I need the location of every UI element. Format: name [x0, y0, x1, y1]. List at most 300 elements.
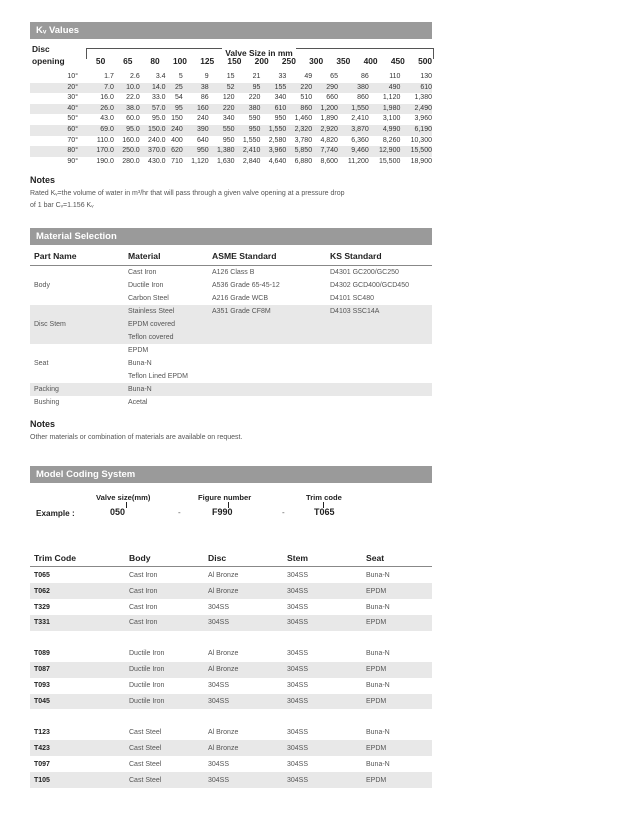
kv-value-cell: 155 [260, 83, 286, 94]
kv-value-cell: 1,890 [320, 115, 338, 123]
kv-value-cell: 3,960 [414, 115, 432, 123]
trim-cell-stem: 304SS [287, 682, 309, 690]
valve-size-header: 125 [200, 56, 215, 66]
trim-code-table [30, 549, 432, 788]
material-cell-mat: Cast Iron [128, 269, 157, 277]
valve-size-header: 150 [227, 56, 242, 66]
material-row [30, 331, 432, 344]
kv-value-cell: 340 [222, 115, 235, 123]
example-label: Example : [36, 509, 75, 519]
trim-cell-code: T045 [30, 694, 125, 710]
trim-cell-stem: 304SS [287, 728, 309, 736]
material-row [30, 318, 432, 331]
material-cell-asme [208, 396, 326, 409]
kv-value-cell: 2,410 [235, 146, 261, 157]
disc-opening-cell: 70° [67, 136, 78, 144]
material-cell-ks: D4101 SC480 [330, 295, 374, 303]
kv-value-cell: 160.0 [122, 136, 140, 144]
trim-cell-seat: EPDM [362, 694, 432, 710]
kv-value-cell: 3,780 [294, 136, 313, 144]
kv-value-cell: 9,460 [338, 146, 369, 157]
valve-size-header: 500 [418, 56, 433, 66]
kv-value-cell: 3,960 [260, 146, 286, 157]
kv-value-cell: 8,260 [382, 136, 401, 144]
kv-value-cell: 1,380 [414, 94, 432, 102]
kv-value-cell: 120 [222, 94, 235, 102]
valve-size-header: 65 [123, 56, 133, 66]
trim-row [30, 756, 432, 772]
kv-value-cell: 430.0 [148, 157, 166, 165]
material-cell-ks [326, 331, 432, 344]
kv-value-cell: 1,980 [369, 104, 401, 115]
trim-cell-code: T087 [30, 662, 125, 678]
kv-row [30, 83, 432, 94]
trim-row [30, 740, 432, 756]
kv-table-head [30, 42, 432, 72]
trim-code-label: Trim code [306, 493, 342, 503]
kv-value-cell: 380 [235, 104, 261, 115]
kv-value-cell: 3,870 [338, 125, 369, 136]
material-cell-ks [326, 357, 432, 370]
disc-opening-cell: 20° [30, 83, 88, 94]
trim-cell-seat: Buna-N [366, 682, 390, 690]
valve-size-mm-label: Valve size(mm) [96, 493, 151, 503]
trim-cell-code: T105 [30, 772, 125, 788]
trim-cell-disc: Al Bronze [204, 662, 283, 678]
disc-opening-cell: 80° [30, 146, 88, 157]
kv-value-cell: 3,100 [382, 115, 401, 123]
trim-cell-code: T423 [30, 740, 125, 756]
material-cell-asme [208, 383, 326, 396]
trim-cell-disc: 304SS [204, 772, 283, 788]
kv-value-cell: 1.7 [104, 73, 114, 80]
material-cell-mat: Ductile Iron [128, 282, 164, 290]
kv-value-cell: 190.0 [96, 157, 114, 165]
kv-value-cell: 65 [330, 73, 338, 80]
kv-row [30, 136, 432, 147]
trim-cell-stem: 304SS [283, 615, 362, 631]
trim-cell-disc: 304SS [208, 760, 230, 768]
kv-value-cell: 4,820 [320, 136, 338, 144]
trim-cell-body: Cast Iron [129, 571, 158, 579]
material-row [30, 279, 432, 292]
kv-section-header: Kᵥ Values [30, 22, 432, 39]
disc-opening-cell: 30° [67, 94, 78, 102]
kv-row [30, 104, 432, 115]
material-cell-ks [326, 344, 432, 357]
col-seat: Seat [362, 549, 432, 567]
trim-cell-seat: EPDM [362, 583, 432, 599]
trim-cell-stem: 304SS [287, 571, 309, 579]
material-cell-part [30, 266, 124, 280]
kv-value-cell: 950 [235, 125, 261, 136]
kv-value-cell: 390 [183, 125, 209, 136]
trim-cell-body: Cast Steel [129, 728, 162, 736]
trim-row [30, 694, 432, 710]
col-stem: Stem [283, 549, 362, 567]
trim-cell-seat: Buna-N [366, 650, 390, 658]
kv-value-cell: 21 [252, 73, 261, 80]
kv-value-cell: 710 [171, 157, 183, 165]
trim-cell-seat: Buna-N [366, 760, 390, 768]
trim-cell-body: Ductile Iron [129, 650, 165, 658]
valve-size-row [78, 56, 432, 66]
material-row [30, 266, 432, 280]
notes2-title: Notes [30, 419, 56, 430]
kv-value-cell: 2,320 [286, 125, 312, 136]
col-part-name: Part Name [30, 247, 124, 266]
material-cell-part: Seat [34, 360, 49, 368]
kv-value-cell: 1,120 [191, 157, 209, 165]
kv-value-cell: 22.0 [126, 94, 140, 102]
kv-value-cell: 33 [278, 73, 287, 80]
kv-value-cell: 860 [357, 94, 369, 102]
material-row [30, 370, 432, 383]
material-cell-asme [208, 370, 326, 383]
valve-size-label: Valve Size in mm [222, 48, 296, 58]
trim-row [30, 583, 432, 599]
material-cell-ks [326, 396, 432, 409]
trim-row [30, 567, 432, 583]
kv-row [30, 157, 432, 168]
kv-value-cell: 7,740 [312, 146, 338, 157]
notes-line-2: of 1 bar Cᵥ=1.156 Kᵥ [30, 202, 94, 210]
valve-size-header: 450 [390, 56, 405, 66]
kv-value-cell: 86 [200, 94, 209, 102]
datasheet [30, 22, 432, 788]
kv-value-cell: 620 [166, 146, 183, 157]
kv-value-cell: 380 [338, 83, 369, 94]
trim-cell-body: Ductile Iron [125, 694, 204, 710]
trim-cell-disc: 304SS [204, 694, 283, 710]
valve-size-header: 400 [363, 56, 378, 66]
kv-value-cell: 95 [235, 83, 261, 94]
trim-cell-disc: Al Bronze [204, 740, 283, 756]
disc-opening-cell: 90° [67, 157, 78, 165]
trim-cell-seat: EPDM [362, 772, 432, 788]
kv-value-cell: 370.0 [140, 146, 166, 157]
material-cell-mat: Teflon Lined EPDM [128, 373, 188, 381]
kv-value-cell: 15,500 [400, 146, 432, 157]
kv-value-cell: 69.0 [88, 125, 114, 136]
kv-value-cell: 240 [196, 115, 209, 123]
trim-cell-stem: 304SS [283, 772, 362, 788]
spacer-cell [30, 631, 432, 646]
kv-value-cell: 2,580 [268, 136, 287, 144]
trim-cell-code: T123 [34, 728, 50, 736]
kv-row [30, 146, 432, 157]
notes-title: Notes [30, 175, 56, 186]
material-cell-mat: Acetal [128, 399, 148, 407]
kv-value-cell: 16.0 [100, 94, 114, 102]
disc-label: Disc [32, 44, 50, 54]
kv-value-cell: 150 [171, 115, 183, 123]
material-cell-ks [326, 383, 432, 396]
trim-cell-code: T065 [34, 571, 50, 579]
material-row [30, 396, 432, 409]
trim-cell-stem: 304SS [283, 583, 362, 599]
material-row [30, 383, 432, 396]
kv-value-cell: 54 [175, 94, 183, 102]
kv-row [30, 114, 432, 125]
kv-value-cell: 52 [209, 83, 235, 94]
kv-value-cell: 1,550 [260, 125, 286, 136]
trim-cell-seat: Buna-N [366, 571, 390, 579]
material-cell-part: Bushing [34, 399, 60, 407]
kv-value-cell: 38 [183, 83, 209, 94]
kv-value-cell: 1,380 [209, 146, 235, 157]
trim-cell-body: Cast Steel [125, 772, 204, 788]
kv-value-cell: 1,630 [217, 157, 235, 165]
kv-value-cell: 860 [286, 104, 312, 115]
trim-cell-seat: Buna-N [366, 603, 390, 611]
disc-opening-cell: 50° [67, 115, 78, 123]
material-cell-ks: D4103 SSC14A [326, 305, 432, 318]
trim-cell-seat: EPDM [362, 740, 432, 756]
kv-value-cell: 2.6 [129, 73, 140, 80]
kv-value-cell: 2,840 [242, 157, 261, 165]
trim-cell-stem: 304SS [283, 694, 362, 710]
disc-opening-cell: 60° [30, 125, 88, 136]
kv-row [30, 93, 432, 104]
col-body: Body [125, 549, 204, 567]
trim-cell-stem: 304SS [287, 650, 309, 658]
trim-cell-stem: 304SS [283, 662, 362, 678]
kv-value-cell: 38.0 [114, 104, 140, 115]
material-cell-part [30, 305, 124, 318]
kv-value-cell: 3.4 [155, 73, 166, 80]
kv-value-cell: 4,640 [268, 157, 287, 165]
kv-value-cell: 57.0 [140, 104, 166, 115]
kv-value-cell: 26.0 [88, 104, 114, 115]
valve-size-header: 100 [172, 56, 187, 66]
kv-row [30, 125, 432, 136]
figure-number-label: Figure number [198, 493, 252, 503]
dash-1: - [178, 508, 181, 518]
kv-value-cell: 1,550 [338, 104, 369, 115]
material-cell-ks [326, 370, 432, 383]
kv-value-cell: 4,990 [369, 125, 401, 136]
material-cell-part [30, 344, 124, 357]
material-cell-part: Body [34, 282, 50, 290]
opening-label: opening [32, 56, 65, 66]
trim-cell-stem: 304SS [287, 760, 309, 768]
kv-value-cell: 6,360 [351, 136, 369, 144]
trim-cell-body: Cast Iron [125, 583, 204, 599]
trim-row [30, 662, 432, 678]
kv-value-cell: 950 [274, 115, 287, 123]
kv-value-cell: 2,410 [351, 115, 369, 123]
material-cell-part [30, 331, 124, 344]
material-row [30, 344, 432, 357]
material-cell-mat: Teflon covered [124, 331, 208, 344]
trim-cell-body: Ductile Iron [129, 682, 165, 690]
figure-value: F990 [212, 507, 233, 518]
kv-value-cell: 280.0 [122, 157, 140, 165]
kv-value-cell: 95.0 [114, 125, 140, 136]
kv-value-cell: 950 [183, 146, 209, 157]
kv-value-cell: 610 [400, 83, 432, 94]
trim-cell-body: Cast Iron [125, 615, 204, 631]
valve-size-header: 200 [254, 56, 269, 66]
trim-cell-disc: Al Bronze [208, 728, 239, 736]
kv-value-cell: 14.0 [140, 83, 166, 94]
kv-value-cell: 490 [369, 83, 401, 94]
material-cell-asme: A536 Grade 65-45-12 [212, 282, 280, 290]
notes-line-1: Rated Kᵥ=the volume of water in m³/hr that will pass through a given valve opening at a pressure drop [30, 190, 345, 198]
col-asme: ASME Standard [208, 247, 326, 266]
trim-cell-code: T097 [34, 760, 50, 768]
notes2-text: Other materials or combination of materials are available on request. [30, 434, 243, 442]
col-material: Material [124, 247, 208, 266]
kv-value-cell: 18,900 [410, 157, 432, 165]
material-cell-asme: A351 Grade CF8M [208, 305, 326, 318]
trim-cell-code: T329 [34, 603, 50, 611]
valve-size-header: 350 [336, 56, 351, 66]
material-cell-ks [326, 318, 432, 331]
kv-value-cell: 590 [248, 115, 261, 123]
trim-cell-seat: EPDM [362, 662, 432, 678]
dash-2: - [282, 508, 285, 518]
material-cell-part: Packing [30, 383, 124, 396]
kv-value-cell: 610 [260, 104, 286, 115]
valve-size-header: 300 [309, 56, 324, 66]
kv-value-cell: 10,300 [410, 136, 432, 144]
trim-cell-seat: EPDM [362, 615, 432, 631]
trim-row [30, 772, 432, 788]
trim-row [30, 646, 432, 662]
material-cell-part [30, 292, 124, 305]
trim-cell-disc: Al Bronze [208, 650, 239, 658]
kv-value-cell: 290 [312, 83, 338, 94]
kv-value-cell: 240.0 [148, 136, 166, 144]
kv-value-cell: 240 [166, 125, 183, 136]
kv-value-cell: 15,500 [378, 157, 401, 165]
trim-row [30, 599, 432, 615]
kv-value-cell: 7.0 [88, 83, 114, 94]
material-cell-part [30, 370, 124, 383]
kv-value-cell: 400 [171, 136, 183, 144]
kv-row [30, 72, 432, 83]
kv-value-cell: 510 [300, 94, 313, 102]
material-section-header: Material Selection [30, 228, 432, 245]
kv-value-cell: 2,490 [400, 104, 432, 115]
material-cell-asme [208, 357, 326, 370]
valve-size-value: 050 [110, 507, 126, 518]
kv-value-cell: 220 [248, 94, 261, 102]
material-cell-asme [208, 318, 326, 331]
material-cell-asme [208, 331, 326, 344]
material-row [30, 292, 432, 305]
kv-value-cell: 6,190 [400, 125, 432, 136]
kv-value-cell: 170.0 [88, 146, 114, 157]
trim-cell-body: Cast Steel [129, 760, 162, 768]
trim-cell-seat: Buna-N [366, 728, 390, 736]
trim-row [30, 724, 432, 740]
kv-value-cell: 95.0 [151, 115, 166, 123]
kv-value-cell: 5,850 [286, 146, 312, 157]
material-cell-mat: Buna-N [128, 360, 152, 368]
kv-value-cell: 9 [204, 73, 209, 80]
kv-value-cell: 1,550 [242, 136, 261, 144]
kv-value-cell: 550 [209, 125, 235, 136]
kv-value-cell: 86 [360, 73, 369, 80]
kv-value-cell: 8,600 [320, 157, 338, 165]
kv-value-cell: 950 [222, 136, 235, 144]
trim-cell-disc: Al Bronze [204, 583, 283, 599]
kv-value-cell: 10.0 [114, 83, 140, 94]
kv-value-cell: 33.0 [151, 94, 166, 102]
kv-value-cell: 640 [196, 136, 209, 144]
trim-cell-stem: 304SS [283, 740, 362, 756]
material-cell-asme: A216 Grade WCB [212, 295, 269, 303]
material-cell-mat: Carbon Steel [128, 295, 169, 303]
trim-cell-body: Cast Iron [129, 603, 158, 611]
kv-value-cell: 1,460 [294, 115, 313, 123]
trim-cell-disc: 304SS [208, 682, 230, 690]
group-spacer [30, 631, 432, 646]
valve-size-header: 50 [95, 56, 106, 66]
trim-cell-stem: 304SS [287, 603, 309, 611]
kv-value-cell: 5 [178, 73, 183, 80]
kv-value-cell: 660 [326, 94, 338, 102]
model-coding-example [30, 493, 432, 531]
kv-value-cell: 340 [274, 94, 287, 102]
kv-value-cell: 25 [166, 83, 183, 94]
notes-text [30, 188, 432, 212]
kv-value-cell: 220 [286, 83, 312, 94]
material-cell-part: Disc Stem [30, 318, 124, 331]
trim-cell-code: T089 [34, 650, 50, 658]
spacer-cell [30, 709, 432, 724]
material-cell-mat: EPDM [128, 347, 149, 355]
kv-table [30, 72, 432, 167]
material-row [30, 357, 432, 370]
trim-cell-body: Ductile Iron [125, 662, 204, 678]
material-cell-asme [208, 344, 326, 357]
kv-value-cell: 12,900 [369, 146, 401, 157]
trim-value: T065 [314, 507, 335, 518]
valve-size-header: 250 [281, 56, 296, 66]
kv-value-cell: 11,200 [347, 157, 369, 165]
trim-row [30, 678, 432, 694]
material-cell-asme: A126 Class B [212, 269, 255, 277]
valve-size-tick [126, 502, 127, 508]
trim-cell-disc: 304SS [204, 615, 283, 631]
trim-cell-disc: Al Bronze [208, 571, 239, 579]
kv-value-cell: 95 [166, 104, 183, 115]
disc-opening-cell: 10° [67, 73, 78, 80]
trim-cell-body: Cast Steel [125, 740, 204, 756]
material-cell-mat: EPDM covered [124, 318, 208, 331]
trim-cell-code: T331 [30, 615, 125, 631]
kv-value-cell: 1,120 [382, 94, 401, 102]
material-row [30, 305, 432, 318]
disc-opening-cell: 40° [30, 104, 88, 115]
kv-value-cell: 250.0 [114, 146, 140, 157]
trim-cell-code: T093 [34, 682, 50, 690]
trim-cell-disc: 304SS [208, 603, 230, 611]
col-disc: Disc [204, 549, 283, 567]
material-cell-mat: Buna-N [124, 383, 208, 396]
kv-value-cell: 49 [304, 73, 313, 80]
col-trim-code: Trim Code [30, 549, 125, 567]
kv-value-cell: 220 [209, 104, 235, 115]
valve-size-header: 80 [150, 56, 160, 66]
kv-value-cell: 130 [420, 73, 432, 80]
kv-value-cell: 43.0 [100, 115, 114, 123]
material-cell-mat: Stainless Steel [124, 305, 208, 318]
